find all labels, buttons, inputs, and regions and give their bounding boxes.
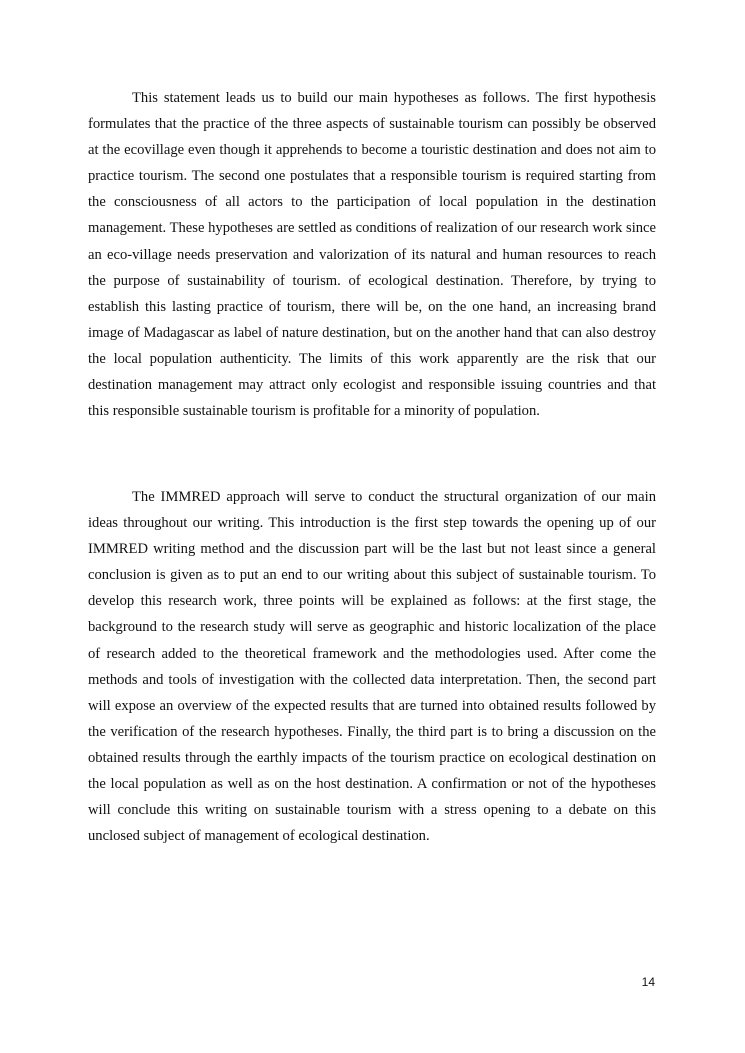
body-paragraph-hypotheses: This statement leads us to build our main hypotheses as follows. The first hypothesis formulates that the practice of the three aspects of sustainable tourism can possibly be observed at the ecovillage even though it apprehends to become a touristic destination and does not aim to practice tourism. The second one postulates that a responsible tourism is required starting from the consciousness of all actors to the participation of local population in the destination management. These hypotheses are settled as conditions of realization of our research work since an eco-village needs preservation and valorization of its natural and human resources to reach the purpose of sustainability of tourism. of ecological destination. Therefore, by trying to establish this lasting practice of tourism, there will be, on the one hand, an increasing brand image of Madagascar as label of nature destination, but on the another hand that can also destroy the local population authenticity. The limits of this work apparently are the risk that our destination management may attract only ecologist and responsible issuing countries and that this responsible sustainable tourism is profitable for a minority of population. xyxy=(88,90,656,420)
body-paragraph-immred-approach: The IMMRED approach will serve to conduct the structural organization of our main ideas throughout our writing. This introduction is the first step towards the opening up of our IMMRED writing method and the discussion part will be the last but not least since a general conclusion is given as to put an end to our writing about this subject of sustainable tourism. To develop this research work, three points will be explained as follows: at the first stage, the background to the research study will serve as geographic and historic localization of the place of research added to the theoretical framework and the methodologies used. After come the methods and tools of investigation with the collected data interpretation. Then, the second part will expose an overview of the expected results that are turned into obtained results followed by the verification of the research hypotheses. Finally, the third part is to bring a discussion on the obtained results through the earthly impacts of the tourism practice on ecological destination on the local population as well as on the host destination. A confirmation or not of the hypotheses will conclude this writing on sustainable tourism with a stress opening to a debate on this unclosed subject of management of ecological destination. xyxy=(88,489,656,845)
page-number: 14 xyxy=(641,975,655,989)
